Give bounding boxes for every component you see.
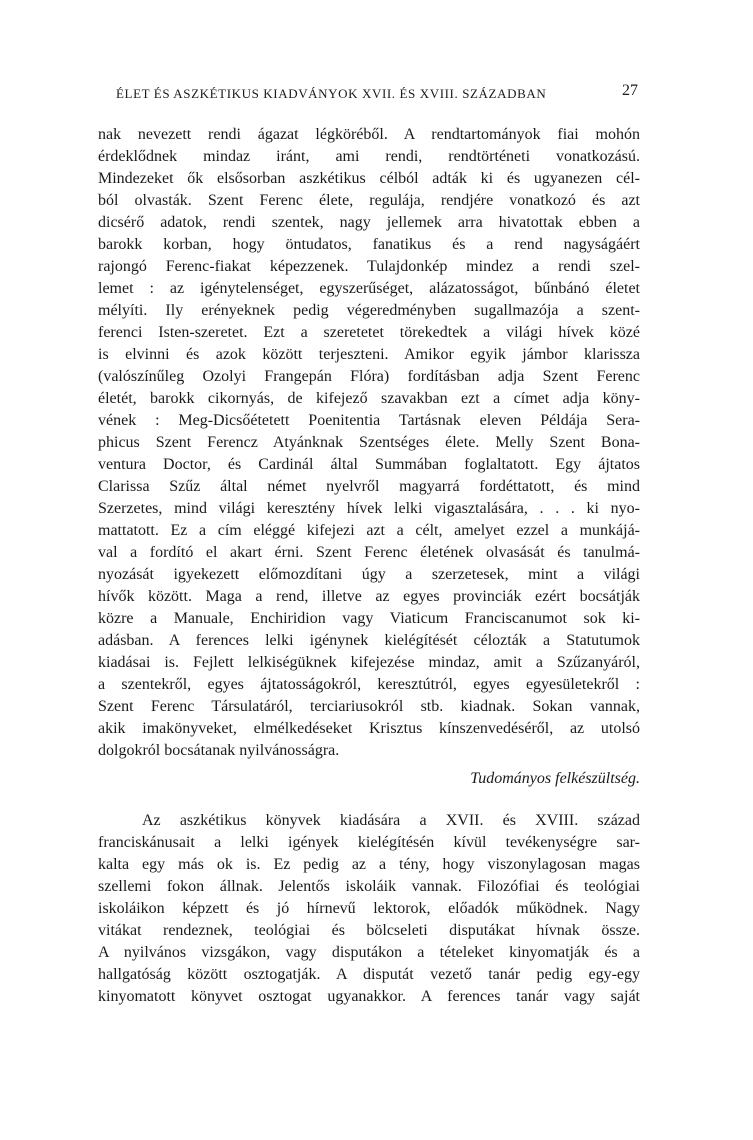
- text-line: Szerzetes, mind világi keresztény hívek lelki vigasztalására, . . . ki nyo-: [98, 500, 640, 517]
- text-line: iskoláikon képzett és jó hírnevű lektorok, előadók működnek. Nagy: [98, 900, 640, 917]
- text-line: adásban. A ferences lelki igénynek kielégítését célozták a Statutumok: [98, 632, 640, 649]
- text-line: mattatott. Ez a cím eléggé kifejezi azt a célt, amelyet ezzel a munkájá-: [98, 522, 640, 539]
- text-line: szellemi fokon állnak. Jelentős iskoláik vannak. Filozófiai és teológiai: [98, 878, 640, 895]
- text-line: Az aszkétikus könyvek kiadására a XVII. és XVIII. század: [142, 812, 640, 829]
- text-line: nyozását igyekezett előmozdítani úgy a szerzetesek, mint a világi: [98, 566, 640, 583]
- text-line: akik imakönyveket, elmélkedéseket Krisztus kínszenvedéséről, az utolsó: [98, 720, 640, 737]
- paragraph-1: [98, 124, 640, 762]
- text-line: ventura Doctor, és Cardinál által Summában foglaltatott. Egy ájtatos: [98, 456, 640, 473]
- text-line: vitákat rendeznek, teológiai és bölcseleti disputákat hívnak össze.: [98, 922, 640, 939]
- paragraph-2: [98, 810, 640, 1008]
- text-line: dicsérő adatok, rendi szentek, nagy jellemek arra hivatottak ebben a: [98, 214, 640, 231]
- text-line: is elvinni és azok között terjeszteni. Amikor egyik jámbor klarissza: [98, 346, 640, 363]
- text-line: a szentekről, egyes ájtatosságokról, keresztútról, egyes egyesületekről :: [98, 676, 640, 693]
- text-line: (valószínűleg Ozolyi Frangepán Flóra) fordításban adja Szent Ferenc: [98, 368, 640, 385]
- text-line: Mindezeket ők elsősorban aszkétikus célból adták ki és ugyanezen cél-: [98, 170, 640, 187]
- text-line: kiadásai is. Fejlett lelkiségüknek kifejezése mindaz, amit a Szűzanyáról,: [98, 654, 640, 671]
- text-line: val a fordító el akart érni. Szent Ferenc életének olvasását és tanulmá-: [98, 544, 640, 561]
- text-line: franciskánusait a lelki igények kielégítésén kívül tevékenységre sar-: [98, 834, 640, 851]
- text-line: mélyíti. Ily erényeknek pedig végeredményben sugallmazója a szent-: [98, 302, 640, 319]
- text-line: kalta egy más ok is. Ez pedig az a tény, hogy viszonylagosan magas: [98, 856, 640, 873]
- text-line: hívők között. Maga a rend, illetve az egyes provinciák ezért bocsátják: [98, 588, 640, 605]
- text-line: Szent Ferenc Társulatáról, terciariusokról stb. kiadnak. Sokan vannak,: [98, 698, 640, 715]
- text-line: nak nevezett rendi ágazat légköréből. A rendtartományok fiai mohón: [98, 126, 640, 143]
- text-line: ból olvasták. Szent Ferenc élete, regulája, rendjére vonatkozó és azt: [98, 192, 640, 209]
- text-line: phicus Szent Ferencz Atyánknak Szentséges élete. Melly Szent Bona-: [98, 434, 640, 451]
- text-line: lemet : az igénytelenséget, egyszerűséget, alázatosságot, bűnbánó életet: [98, 280, 640, 297]
- text-line: kinyomatott könyvet osztogat ugyanakkor. A ferences tanár vagy saját: [98, 988, 640, 1005]
- running-head: [100, 82, 638, 106]
- text-line: dolgokról bocsátanak nyilvánosságra.: [98, 742, 340, 759]
- text-line: érdeklődnek mindaz iránt, ami rendi, rendtörténeti vonatkozású.: [98, 148, 640, 165]
- text-line: hallgatóság között osztogatják. A disputát vezető tanár pedig egy-egy: [98, 966, 640, 983]
- text-line: ferenci Isten-szeretet. Ezt a szeretetet törekedtek a világi hívek közé: [98, 324, 640, 341]
- text-line: életét, barokk cikornyás, de kifejező szavakban ezt a címet adja köny-: [98, 390, 640, 407]
- section-heading: Tudományos felkészültség.: [470, 770, 640, 787]
- text-line: A nyilvános vizsgákon, vagy disputákon a tételeket kinyomatják és a: [98, 944, 640, 961]
- page-number: 27: [622, 82, 638, 99]
- running-title: ÉLET ÉS ASZKÉTIKUS KIADVÁNYOK XVII. ÉS XVIII. SZÁZADBAN: [116, 86, 547, 101]
- text-line: Clarissa Szűz által német nyelvről magyarrá fordéttatott, és mind: [98, 478, 640, 495]
- text-line: közre a Manuale, Enchiridion vagy Viaticum Franciscanumot sok ki-: [98, 610, 640, 627]
- text-line: vének : Meg-Dicsőétetett Poenitentia Tartásnak eleven Példája Sera-: [98, 412, 640, 429]
- text-line: barokk korban, hogy öntudatos, fanatikus és a rend nagyságáért: [98, 236, 640, 253]
- text-line: rajongó Ferenc-fiakat képezzenek. Tulajdonkép mindez a rendi szel-: [98, 258, 640, 275]
